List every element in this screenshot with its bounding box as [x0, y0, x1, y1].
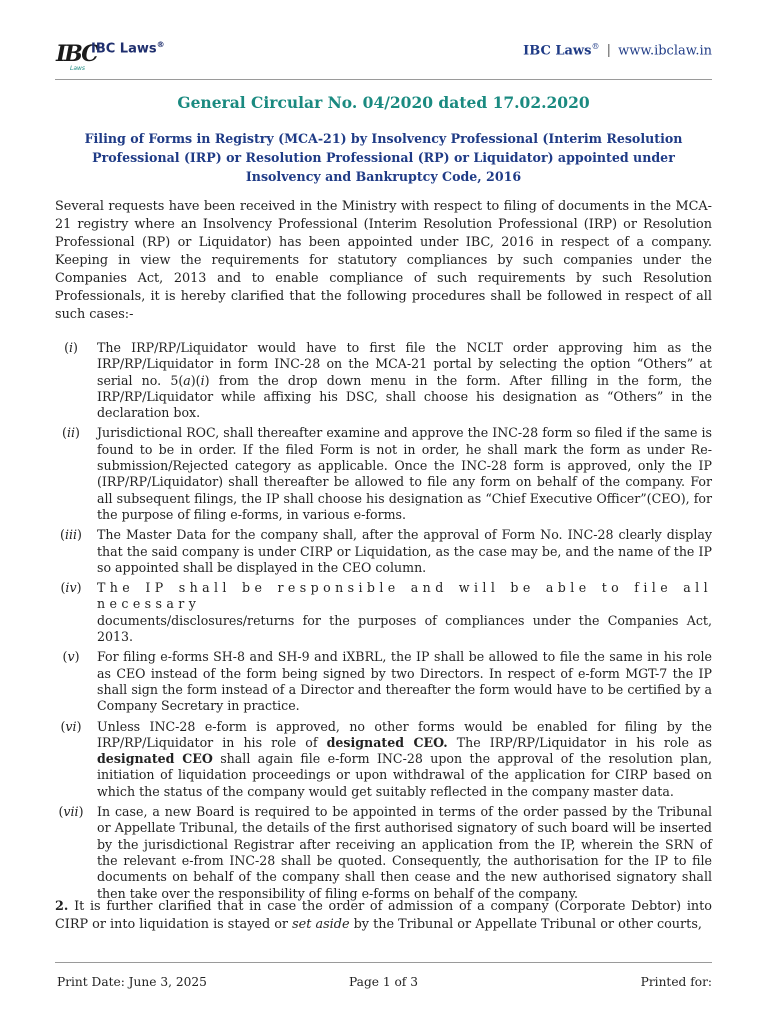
printed-for: Printed for:: [640, 975, 712, 989]
list-item-numeral: iv: [65, 580, 77, 596]
circular-title: General Circular No. 04/2020 dated 17.02.2020: [177, 93, 590, 112]
list-item: [55, 804, 712, 902]
ibc-logo-mark-icon: [55, 34, 97, 72]
list-item: [55, 425, 712, 523]
header-separator: |: [606, 43, 611, 59]
logo-tagline-text: Laws: [70, 65, 86, 72]
list-item-numeral: vi: [65, 718, 77, 734]
list-item-number: (ii): [62, 425, 80, 441]
paragraph-number: 2.: [55, 899, 69, 914]
list-item-number: (iii): [60, 527, 82, 543]
print-date: Print Date: June 3, 2025: [57, 975, 207, 989]
list-item-number: (v): [62, 649, 80, 665]
list-item-numeral: iii: [64, 527, 78, 543]
logo-reg-mark: ®: [156, 39, 165, 49]
list-item-number: (iv): [60, 580, 82, 596]
list-item-text: Unless INC-28 e-form is approved, no other forms would be enabled for filing by the IRP/RP/Liquidator in his role of designated CEO. The IRP/RP/Liquidator in his role as designated CEO shall again file e-form INC-28 upon the approval of the resolution plan, initiation of liquidation proceedings or upon withdrawal of the application for CIRP based on which the status of the company would get suitably reflected in the company master data.: [97, 718, 713, 799]
list-item-numeral: v: [67, 649, 75, 665]
closing-paragraph: 2. It is further clarified that in case the order of admission of a company (Corporate Debtor) into CIRP or into liquidation is stayed or set aside by the Tribunal or Appellate Tribunal or other courts,: [55, 899, 712, 932]
list-item-text: The Master Data for the company shall, after the approval of Form No. INC-28 clearly display that the said company is under CIRP or Liquidation, as the case may be, and the name of the IP so appointed shall be displayed in the CEO column.: [97, 527, 712, 575]
logo-mark-text: IBC: [56, 41, 97, 67]
header-reg-mark: ®: [591, 42, 600, 51]
list-item-number: (i): [64, 340, 78, 355]
list-item-numeral: ii: [66, 425, 76, 441]
logo-text-label: IBC Laws: [91, 41, 157, 56]
list-item: [55, 719, 712, 800]
page-footer: [55, 962, 712, 989]
list-item: [55, 649, 712, 714]
procedure-list: [55, 340, 712, 906]
circular-subtitle: Filing of Forms in Registry (MCA-21) by Insolvency Professional (Interim Resolution Professional (IRP) or Resolution Professional (RP) or Liquidator) appointed under Insolvency and Bankruptcy Code, 2016: [84, 131, 683, 184]
list-item: [55, 580, 712, 645]
header-brand-link: [523, 42, 712, 58]
list-item-text: In case, a new Board is required to be appointed in terms of the order passed by the Tribunal or Appellate Tribunal, the details of the first authorised signatory of such board will be inserted by the jurisdictional Registrar after receiving an application from the IP, wherein the SRN of the relevant e-from INC-28 shall be quoted. Consequently, the authorisation for the IP to file documents on behalf of the company shall then cease and the new authorised signatory shall then take over the responsibility of filing e-forms on behalf of the company.: [97, 804, 712, 901]
list-item-spaced-line: The IP shall be responsible and will be able to file all necessary: [97, 580, 712, 612]
list-item-number: (vii): [58, 804, 84, 820]
list-item-text: The IRP/RP/Liquidator would have to first file the NCLT order approving him as the IRP/RP/Liquidator in form INC-28 on the MCA-21 portal by selecting the option “Others” at serial no. 5(a)(i) from the drop down menu in the form. After filling in the form, the IRP/RP/Liquidator while affixing his DSC, shall choose his designation as “Others” in the declaration box.: [97, 340, 712, 421]
list-item-text: documents/disclosures/returns for the purposes of compliances under the Companies Act, 2013.: [97, 612, 712, 645]
list-item-text: For filing e-forms SH-8 and SH-9 and iXBRL, the IP shall be allowed to file the same in his role as CEO instead of the form being signed by two Directors. In respect of e-form MGT-7 the IP shall sign the form instead of a Director and thereafter the form would have to be certified by a Company Secretary in practice.: [97, 649, 712, 714]
header-brand: IBC Laws: [523, 43, 592, 59]
list-item: [55, 527, 712, 576]
logo-text: [91, 40, 165, 56]
list-item-text: Jurisdictional ROC, shall thereafter examine and approve the INC-28 form so filed if the same is found to be in order. If the filed Form is not in order, he shall mark the form as under Re-submission/Rejected category as applicable. Once the INC-28 form is approved, only the IP (IRP/RP/Liquidator) shall thereafter be allowed to file any form on behalf of the company. For all subsequent filings, the IP shall choose his designation as “Chief Executive Officer”(CEO), for the purpose of filing e-forms, in various e-forms.: [97, 425, 712, 522]
page-number: Page 1 of 3: [349, 975, 418, 989]
page-header: [55, 28, 712, 80]
intro-paragraph: Several requests have been received in the Ministry with respect to filing of documents in the MCA-21 registry where an Insolvency Professional (Interim Resolution Professional (IRP) or Resolution Professional (RP) or Liquidator) has been appointed under IBC, 2016 in respect of a company. Keeping in view the requirements for statutory compliances by such companies under the Companies Act, 2013 and to enable compliance of such requirements by such Resolution Professionals, it is hereby clarified that the following procedures shall be followed in respect of all such cases:-: [55, 199, 712, 322]
list-item-number: (vi): [60, 718, 82, 734]
list-item-numeral: i: [68, 340, 74, 355]
ibc-laws-logo[interactable]: [55, 32, 165, 72]
list-item: [55, 340, 712, 421]
list-item-numeral: vii: [63, 804, 79, 820]
website-link[interactable]: www.ibclaw.in: [618, 43, 712, 59]
